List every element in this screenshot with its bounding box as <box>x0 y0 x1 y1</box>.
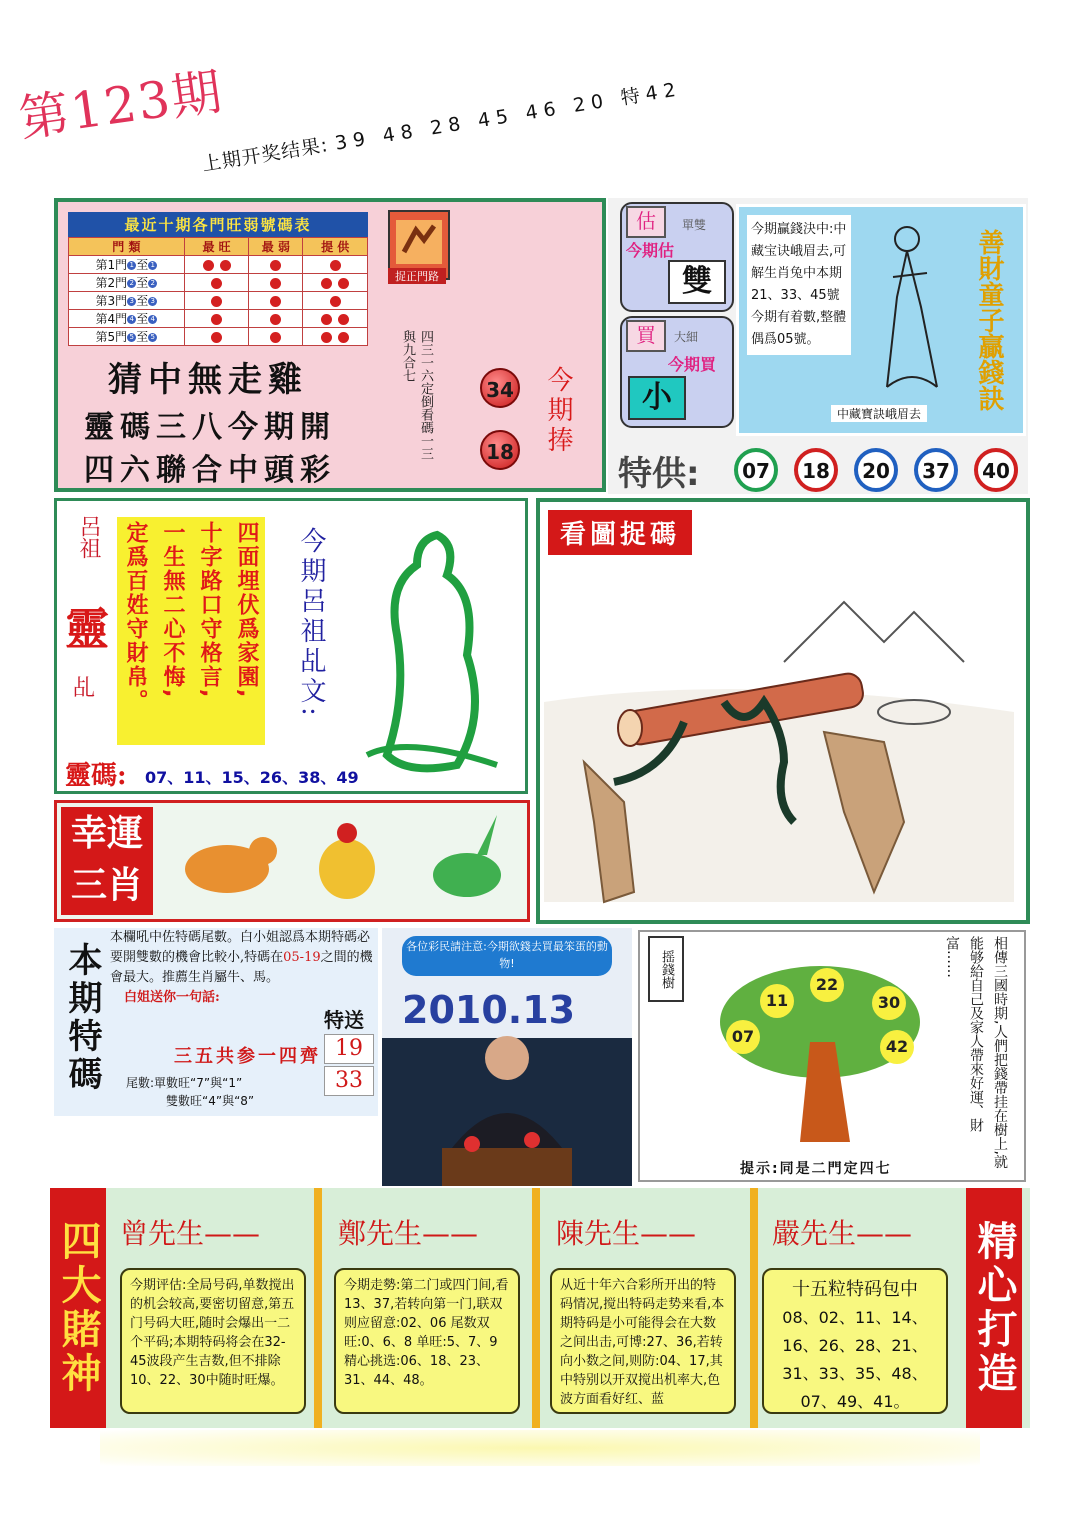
guess-tag: 估 <box>626 206 666 238</box>
money-tree-tag: 摇錢樹 <box>648 936 684 1002</box>
lingma-numbers: 07、11、15、26、38、49 <box>145 768 359 787</box>
red-dot-icon <box>270 260 281 271</box>
guess-answer: 雙 <box>668 260 726 304</box>
expert-text: 今期评估:全局号码,单数搅出的机会较高,要密切留意,第五门号码大旺,随时会爆出一二个平码;本期特码将会在32-45波段产生吉数,但不排除10、22、30中随时旺爆。 <box>120 1268 306 1414</box>
red-dot-icon <box>321 332 332 343</box>
red-dot-icon <box>270 296 281 307</box>
red-dot-icon <box>338 332 349 343</box>
gate-supply-cell <box>303 256 368 274</box>
special-tail-1: 尾數:單數旺“7”與“1” <box>126 1076 243 1090</box>
red-dot-icon <box>338 314 349 325</box>
zodiac-animals <box>167 809 523 915</box>
special-ball: 40 <box>974 448 1018 492</box>
table-row <box>69 310 368 328</box>
red-dot-icon <box>211 332 222 343</box>
gate-cold-cell <box>249 274 303 292</box>
guess-sub: 單雙 <box>682 218 707 232</box>
red-dot-icon <box>211 314 222 325</box>
gate-supply-cell <box>303 274 368 292</box>
expert-name: 曾先生—— <box>120 1217 261 1250</box>
gate-cell: 第5門 5 至 5 <box>69 328 185 346</box>
expert-text: 从近十年六合彩所开出的特码情况,搅出特码走势来看,本期特码是小可能得会在大数之间出击,可博:27、36,若转向小数之间,则防:04、17,其中特别以开双搅出机率大,色波方面看好红、蓝 <box>550 1268 736 1414</box>
special-tail-2: 雙數旺“4”與“8” <box>166 1094 255 1108</box>
big-small-box <box>620 316 734 428</box>
lvzu-side-bottom: 乩 <box>73 676 96 701</box>
red-dot-icon <box>270 314 281 325</box>
gate-hot-cell <box>184 274 249 292</box>
special-range: 05-19 <box>283 950 321 965</box>
expert-text: 08、02、11、14、16、26、28、21、31、33、35、48、07、49、41。 <box>782 1308 928 1411</box>
special-ball: 37 <box>914 448 958 492</box>
gate-from: 3 <box>127 297 136 306</box>
red-dot-icon <box>338 278 349 289</box>
lvzu-side-top: 呂祖 <box>76 515 101 559</box>
snake-log-illustration <box>544 562 1022 918</box>
gate-table-title: 最近十期各門旺弱號碼表 <box>68 212 368 237</box>
gate-to: 2 <box>148 279 157 288</box>
story-box <box>736 204 1026 436</box>
story-text: 今期贏錢決中:中藏宝诀峨眉去,可解生肖兔中本期21、33、45號今期有着數,整體偶爲05號。 <box>747 215 851 355</box>
deity-figure <box>857 217 967 397</box>
col-hot: 最 旺 <box>184 238 249 256</box>
guess-sub: 大細 <box>674 330 699 344</box>
gate-to: 5 <box>148 333 157 342</box>
gate-cell: 第4門 4 至 4 <box>69 310 185 328</box>
gate-name: 第3門 <box>95 294 128 308</box>
special-ball: 18 <box>794 448 838 492</box>
divider <box>750 1188 758 1428</box>
tree-poem: 相傳三國時期,人們把錢帶挂在樹上,就能够給自己及家人帶來好運、財富…… <box>944 936 1008 1169</box>
expert-box-title: 十五粒特码包中 <box>792 1279 918 1300</box>
gate-from: 1 <box>127 261 136 270</box>
gate-from: 2 <box>127 279 136 288</box>
number-ball: 34 <box>480 368 520 408</box>
lvzu-panel <box>54 498 528 794</box>
tree-ball: 07 <box>726 1020 760 1054</box>
special-title: 本期特碼 <box>62 942 102 1094</box>
gate-cold-cell <box>249 256 303 274</box>
special-tail <box>126 1074 254 1110</box>
lvzu-side-big: 靈 <box>65 604 109 655</box>
special-send-intro: 白姐送你一句話: <box>124 990 220 1005</box>
picture-title: 看圖捉碼 <box>548 510 692 555</box>
riddle-vertical-note: 四三一六定倒看碼一三與九合七 <box>400 330 433 460</box>
riddle-ball-label: 今期捧 <box>543 366 573 456</box>
gate-table-grid <box>68 237 368 346</box>
gate-name: 第5門 <box>95 330 128 344</box>
special-text-2: 之間的機會最大。推薦生肖屬牛、馬。 <box>110 950 373 985</box>
lucky-zodiac-panel <box>54 800 530 922</box>
red-dot-icon <box>330 260 341 271</box>
guess-tag: 買 <box>626 320 666 352</box>
red-dot-icon <box>330 296 341 307</box>
lvzu-title: 今期呂祖乩文: <box>296 527 326 720</box>
special-send-number: 33 <box>324 1066 374 1096</box>
col-supply: 提 供 <box>303 238 368 256</box>
gate-name: 第2門 <box>95 276 128 290</box>
riddle-line-1: 猜中無走雞 <box>108 360 308 400</box>
gate-cold-cell <box>249 292 303 310</box>
gate-hot-cell <box>184 328 249 346</box>
special-ball: 20 <box>854 448 898 492</box>
gate-cold-cell <box>249 328 303 346</box>
red-dot-icon <box>220 260 231 271</box>
special-text-1: 本欄吼中佐特碼尾數。白小姐認爲本期特碼必要開雙數的機會比較小,特碼在 <box>110 930 371 965</box>
money-tree-panel <box>638 930 1026 1182</box>
story-caption: 中藏寶訣峨眉去 <box>831 405 927 422</box>
gate-to: 4 <box>148 315 157 324</box>
story-title: 善財童子贏錢訣 <box>974 229 1004 411</box>
gate-to: 1 <box>148 261 157 270</box>
expert-name: 陳先生—— <box>556 1217 697 1250</box>
gate-table-panel <box>54 198 606 492</box>
lvzu-poem <box>117 517 265 745</box>
red-dot-icon <box>270 278 281 289</box>
table-row <box>69 274 368 292</box>
special-number-panel <box>54 928 378 1116</box>
divider <box>314 1188 322 1428</box>
fix-gate-label: 捉正門路 <box>388 268 446 284</box>
last-result <box>200 74 683 177</box>
last-result-label: 上期开奖结果: <box>200 134 330 176</box>
poem-column: 四面埋伏爲家園, <box>234 521 259 700</box>
sage-figure <box>347 515 517 785</box>
photo-date: 2010.13 <box>402 988 576 1032</box>
tree-ball: 30 <box>872 986 906 1020</box>
gate-cell: 第2門 2 至 2 <box>69 274 185 292</box>
riddle-line-3: 四六聯合中頭彩 <box>84 453 336 488</box>
special-send-number: 19 <box>324 1034 374 1064</box>
guess-panel <box>608 198 1028 494</box>
expert-box <box>762 1268 948 1414</box>
expert-name: 嚴先生—— <box>772 1217 913 1250</box>
guess-label: 今期估 <box>626 241 675 260</box>
gate-hot-cell <box>184 310 249 328</box>
gate-supply-cell <box>303 292 368 310</box>
gate-supply-cell <box>303 328 368 346</box>
col-gate: 門 類 <box>69 238 185 256</box>
photo-banner: 各位彩民請注意:今期欲錢去買最笨蛋的動物! <box>402 936 612 976</box>
gate-cell: 第1門 1 至 1 <box>69 256 185 274</box>
issue-number: 第123期 <box>15 62 228 149</box>
riddle-line-2: 靈碼三八今期開 <box>84 410 336 445</box>
gate-cold-cell <box>249 310 303 328</box>
red-dot-icon <box>270 332 281 343</box>
gate-from: 5 <box>127 333 136 342</box>
lucky-zodiac-label: 幸運三肖 <box>61 807 153 915</box>
speaker-figure <box>422 1028 592 1186</box>
number-ball: 18 <box>480 430 520 470</box>
col-cold: 最 弱 <box>249 238 303 256</box>
guess-label: 今期買 <box>668 355 717 374</box>
tiger-icon <box>185 837 277 893</box>
odd-even-box <box>620 202 734 312</box>
tree-ball: 11 <box>760 984 794 1018</box>
four-experts-panel <box>50 1188 1030 1428</box>
last-result-numbers: 39 48 28 45 46 20 特42 <box>333 78 684 155</box>
poem-column: 十字路口守格言, <box>197 521 222 700</box>
gate-name: 第4門 <box>95 312 128 326</box>
table-row <box>69 328 368 346</box>
tree-tip: 提示:同是二門定四七 <box>740 1161 892 1177</box>
gate-cell: 第3門 3 至 3 <box>69 292 185 310</box>
gate-hot-cell <box>184 256 249 274</box>
special-text <box>110 928 376 1008</box>
table-row <box>69 292 368 310</box>
poem-column: 定爲百姓守財帛。 <box>123 521 148 713</box>
gate-name: 第1門 <box>95 258 128 272</box>
rabbit-icon <box>433 815 501 897</box>
gate-table <box>68 212 368 346</box>
carefully-crafted-label: 精心打造 <box>966 1188 1022 1428</box>
special-send-label: 特送 <box>324 1008 364 1032</box>
red-dot-icon <box>321 314 332 325</box>
red-dot-icon <box>211 278 222 289</box>
picture-panel <box>536 498 1030 924</box>
four-gods-label: 四大賭神 <box>50 1188 106 1428</box>
table-row <box>69 256 368 274</box>
expert-text: 今期走勢:第二门或四门间,看13、37,若转向第一门,联双则应留意:02、06 尾数双旺:0、6、8 单旺:5、7、9 精心挑选:06、18、23、31、44、48。 <box>334 1268 520 1414</box>
tree-ball: 22 <box>810 968 844 1002</box>
gate-from: 4 <box>127 315 136 324</box>
red-dot-icon <box>321 278 332 289</box>
gate-hot-cell <box>184 292 249 310</box>
special-ball: 07 <box>734 448 778 492</box>
tree-ball: 42 <box>880 1030 914 1064</box>
gate-to: 3 <box>148 297 157 306</box>
gate-supply-cell <box>303 310 368 328</box>
lingma-label: 靈碼: <box>65 761 127 791</box>
expert-name: 鄭先生—— <box>338 1217 479 1250</box>
red-dot-icon <box>203 260 214 271</box>
divider <box>532 1188 540 1428</box>
rooster-icon <box>319 823 375 899</box>
red-dot-icon <box>211 296 222 307</box>
bottom-glow <box>100 1430 980 1466</box>
speaker-photo <box>382 928 632 1186</box>
poem-column: 一生無二心不悔, <box>160 521 185 700</box>
special-saying: 三五共参一四齊 <box>174 1046 321 1067</box>
special-supply-label: 特供: <box>618 454 700 494</box>
guess-answer: 小 <box>628 376 686 420</box>
